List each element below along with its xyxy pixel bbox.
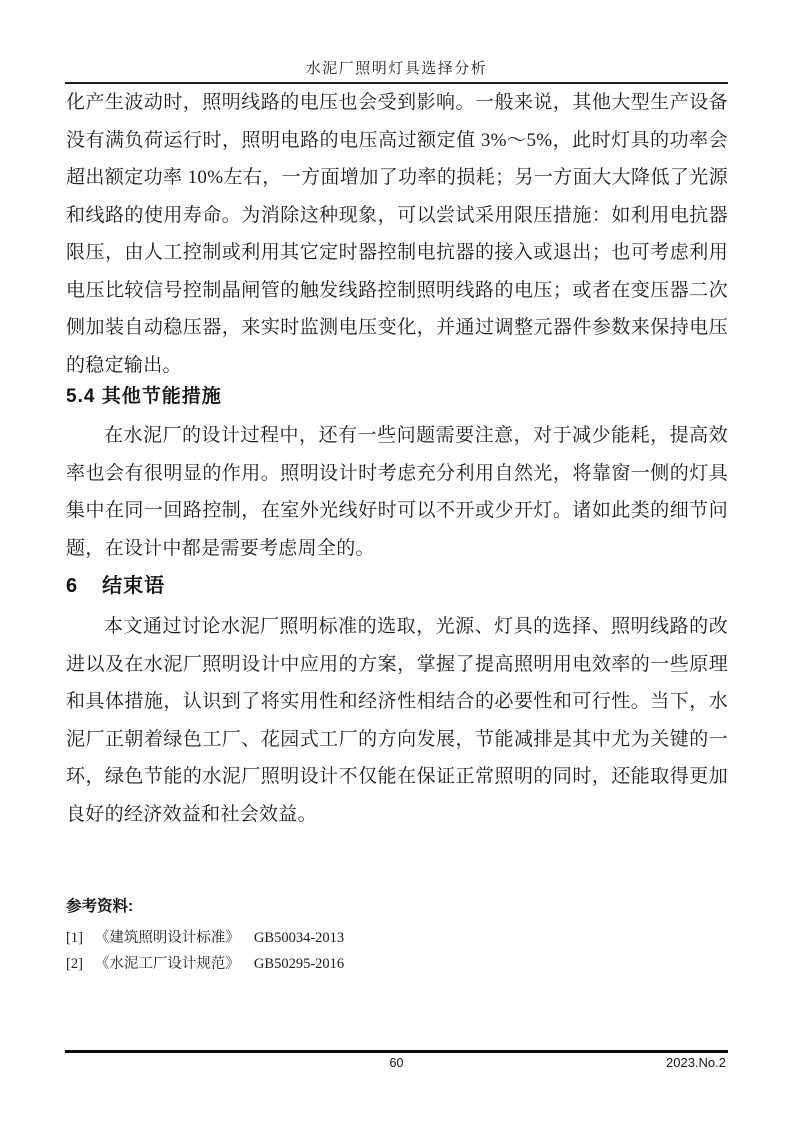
footer-divider: [65, 1050, 728, 1053]
reference-standard-code: GB50295-2016: [253, 956, 345, 972]
section-heading-5-4: 5.4 其他节能措施: [66, 386, 222, 407]
paragraph-other-energy-saving: 在水泥厂的设计过程中，还有一些问题需要注意，对于减少能耗，提高效率也会有很明显的作用。照明设计时考虑充分利用自然光，将靠窗一侧的灯具集中在同一回路控制，在室外光线好时可以不开或少开灯。诸如此类的细节问题，在设计中都是需要考虑周全的。: [66, 425, 728, 559]
page-header: [65, 57, 728, 84]
references-section: [66, 896, 728, 977]
section-6-number: 6: [66, 575, 79, 597]
running-head-title: 水泥厂照明灯具选择分析: [305, 61, 488, 77]
reference-item: [66, 925, 728, 951]
paragraph-conclusion: 本文通过讨论水泥厂照明标准的选取，光源、灯具的选择、照明线路的改进以及在水泥厂照明设计中应用的方案，掌握了提高照明用电效率的一些原理和具体措施，认识到了将实用性和经济性相结合的必要性和可行性。当下，水泥厂正朝着绿色工厂、花园式工厂的方向发展，节能减排是其中尤为关键的一环，绿色节能的水泥厂照明设计不仅能在保证正常照明的同时，还能取得更加良好的经济效益和社会效益。: [66, 616, 728, 825]
section-heading-6: [66, 573, 728, 599]
section-6-title: 结束语: [102, 575, 166, 597]
reference-standard-code: GB50034-2013: [253, 930, 345, 946]
references-title: 参考资料:: [66, 898, 134, 915]
reference-name: 《水泥工厂设计规范》: [94, 956, 240, 972]
journal-issue-label: 2023.No.2: [666, 1055, 726, 1070]
footer-row: [65, 1055, 728, 1075]
reference-index: [2]: [66, 956, 83, 972]
paragraph-voltage-regulation: 化产生波动时，照明线路的电压也会受到影响。一般来说，其他大型生产设备没有满负荷运行时，照明电路的电压高过额定值 3%～5%，此时灯具的功率会超出额定功率 10%左右，一方面增加了功率的损耗；另一方面大大降低了光源和线路的使用寿命。为消除这种现象，可以尝试采用限压措施：如利用电抗器限压，由人工控制或利用其它定时器控制电抗器的接入或退出；也可考虑利用电压比较信号控制晶闸管的触发线路控制照明线路的电压；或者在变压器二次侧加装自动稳压器，来实时监测电压变化，并通过调整元器件参数来保持电压的稳定输出。: [66, 92, 728, 376]
reference-name: 《建筑照明设计标准》: [94, 930, 240, 946]
reference-item: [66, 951, 728, 977]
page-footer: [65, 1050, 728, 1075]
page-body: [66, 84, 728, 977]
reference-index: [1]: [66, 930, 83, 946]
page-number: 60: [389, 1056, 404, 1070]
